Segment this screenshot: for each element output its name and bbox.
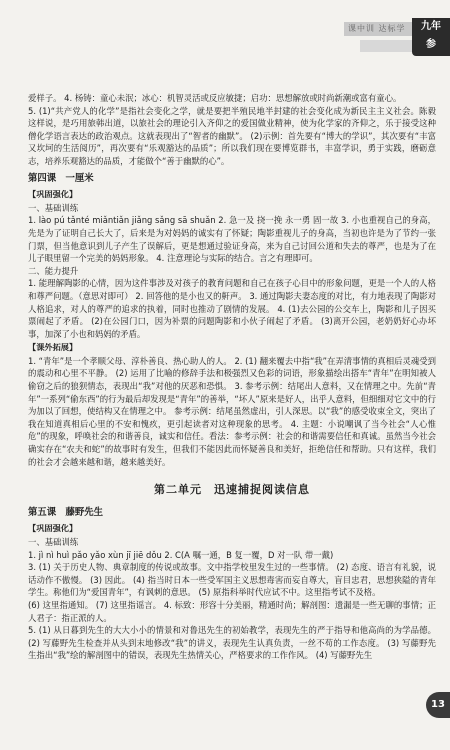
grade-sub-label: 参 (426, 39, 436, 50)
lesson4-basic-heading: 一、基础训练 (28, 202, 79, 213)
answer-content (28, 92, 436, 662)
lesson5-basic-heading: 一、基础训练 (28, 537, 79, 547)
lesson4-tag-consolidate: 【巩固强化】 (28, 189, 78, 200)
top-block-line1: 爱样子。 4. 杨铸：童心未泯；冰心：机智灵活或反应敏捷；启功：思想解放或时尚新潮或富有童心。 (28, 93, 402, 103)
lesson4-tag-extend: 【课外拓展】 (28, 342, 78, 353)
lesson5-title: 第五课 藤野先生 (28, 506, 104, 518)
lesson5-q3b: (6) 这里指通知。 (7) 这里指谣言。 4. 标致：形容十分美丽，精通时尚；解剖图：遗漏是一些无聊的事情；正人君子：指正派的人。 (28, 599, 436, 623)
lesson4-q3: 1. “青年”是一个孝顺父母、淳朴善良、热心助人的人。 2. (1) 翻来覆去中指“我”在弄清事情的真相后灵魂受到的震动和心里不平静。 (2) 运用了比喻的修辞手法和极强烈又色彩的词语，形象描绘出搭车“青年”在明知被人偷窃之后的狼狈情态，表现出“我”对他的厌恶和恐惧。 3. 参考示例：结尾出人意料，又在情理之中。先前“青年”一系列“偷东西”的行为最后却发现是“青年”的善举，“坏人”原来是好人，出乎人意料，但细细对它文中的行为加以了回想，使结构又在情理之中。 参考示例：结尾虽然虚出，引人深思。以“我”的感受收束全文，突出了我在知道真相后心里的不安和愧疚，更引起读者对这种现象的思考。 4. 主题：小说嘲讽了当今社会“人心惟危”的现象，呼唤社会的和谐善良，诚实和信任。看法：参考示例：社会的和谐需要信任和真诚。虽然当今社会确实存在“农夫和蛇”的故事时有发生，但我们不能因此而怀疑善良和美好，拒绝信任和帮助。只有这样，我们的社会才会越来越和谐，越来越美好。 (28, 355, 436, 467)
lesson5-tag-consolidate: 【巩固强化】 (28, 523, 78, 534)
header-band-text: 课中训 达标学 (348, 24, 406, 33)
lesson5-q3c: 5. (1) 从日暮到先生的大大小小的情景和对鲁迅先生的初始教学，表现先生的严于指导和他高尚的为学品德。 (2) 写藤野先生检查并从头到末地修改“我”的讲义，表现先生认真负责，一丝不苟的工作态度。 (3) 写藤野先生指出“我”绘的解剖图中的错误，表现先生热情关心，严格要求的工作作风。 (4) 写藤野先生 (28, 625, 436, 661)
unit2-title: 第二单元 迅速捕捉阅读信息 (154, 483, 310, 497)
grade-tab (412, 18, 450, 56)
lesson4-q2: 1. 能理解陶影的心情，因为这件事涉及对孩子的教育问题和自己在孩子心目中的形象问题，更是一个人的人格和尊严问题。（意思对即可） 2. 回答他的是小也又的鼾声。 3. 通过陶影夫妻态度的对比，有力地表现了陶影对人格追求，对人的尊严的追求的执着，同时也推动了剧情的发展。 4. (1)去公园的公交车上，陶影和儿子因买票闹起了矛盾。 (2)在公园门口，因为补票的问题陶影和小伙子闹起了矛盾。 (3)离开公园，老奶奶好心办坏事，加深了小也和妈妈的矛盾。 (28, 278, 436, 339)
lesson5-q3a: 3. (1) 关于历史人物、典章制度的传说或故事。文中指学校里发生过的一些事情。 (2) 态度、语言有礼貌，说话动作不傲慢。 (3) 因此。 (4) 指当时日本一些受军国主义思想毒害而妄自尊大，盲目忠君，思想狭隘的青年学生。称他们为“爱国青年”，有讽刺的意思。 (5) 原指科举时代应试不中。这里指考试不及格。 (28, 562, 436, 598)
lesson4-title: 第四课 一厘米 (28, 172, 94, 184)
top-block-line2: 5. (1)“共产党人的化学”是指社会变化之学，就是要把半殖民地半封建的社会变化成为新民主主义社会。陈毅这样说，是巧用旅韩出道，以旅社会的理论引入齐仰之的爱国做业精神，使为化学家的齐仰之，乐于接受这种僧化学语言表达的政治观点。这就表现出了“智者的幽默”。 (2)示例：首先要有“博大的学识”，其次要有“丰富又坎坷的生活阅历”，再次要有“乐观豁达的品质”；所以我们现在要博览群书，丰富学识，勇于实践，磨砺意志，培养乐观豁达的品质，才能做个“善于幽默的心”。 (28, 105, 436, 166)
lesson4-ability-heading: 二、能力提升 (28, 265, 79, 276)
lesson5-q1: 1. jì nì huì pǎo yǎo xùn jī jiē dǒu 2. C(A 嘱一通，B 复一覆，D 对一队 带一戴) (28, 549, 334, 560)
page-number: 13 (426, 692, 450, 718)
lesson4-q1: 1. lào pú tǎnté miǎntiǎn jiǎng sǎng sā shuǎn 2. 急一及 挠一挽 永一勇 固一故 3. 小也重视自己的身高，先是为了证明自己长大了，后来是为对妈妈的诚实有了怀疑；陶影重视儿子的身高，当初也许是为了节约一张门票，但当他意识到儿子产生了误解后，更是想通过验证身高，来为自己讨回公道和失去的尊严，也是为了在儿子眼里留一个完美的妈妈形象。 4. 注意理论与实际的结合。言之有理即可。 (28, 215, 436, 264)
grade-label: 九年 (421, 21, 441, 32)
